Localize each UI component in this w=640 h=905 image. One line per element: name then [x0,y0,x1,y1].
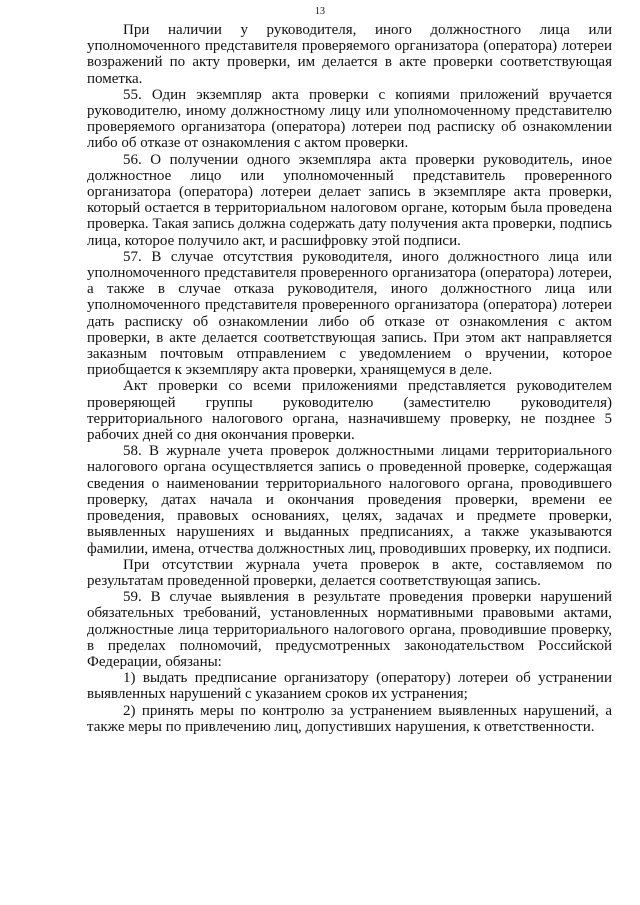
paragraph-59: 59. В случае выявления в результате проведения проверки нарушений обязательных требований, установленных нормативными правовыми актами, должностные лица территориального налогового органа, проводившие проверку, в пределах полномочий, предусмотренных законодательством Российской Федерации, обязаны: [87,589,612,670]
paragraph-58: 58. В журнале учета проверок должностными лицами территориального налогового органа осуществляется запись о проведенной проверке, содержащая сведения о наименовании территориального налогового органа, проводившего проверку, датах начала и окончания проведения проверки, времени ее проведения, правовых основаниях, целях, задачах и предмете проверки, выявленных нарушениях и выданных предписаниях, а также указываются фамилии, имена, отчества должностных лиц, проводивших проверку, их подписи. [87,443,612,557]
paragraph-59-item-1: 1) выдать предписание организатору (оператору) лотереи об устранении выявленных нарушений с указанием сроков их устранения; [87,670,612,703]
page-number: 13 [315,6,325,17]
paragraph-59-item-2: 2) принять меры по контролю за устранением выявленных нарушений, а также меры по привлечению лиц, допустивших нарушения, к ответственности. [87,702,612,735]
document-body [87,22,612,735]
paragraph-no-journal: При отсутствии журнала учета проверок в акте, составляемом по результатам проведенной проверки, делается соответствующая запись. [87,556,612,589]
paragraph-55: 55. Один экземпляр акта проверки с копиями приложений вручается руководителю, иному должностному лицу или уполномоченному представителю проверяемого организатора (оператора) лотереи под расписку об ознакомлении либо об отказе от ознакомления с актом проверки. [87,86,612,152]
paragraph-act-submission: Акт проверки со всеми приложениями представляется руководителем проверяющей группы руководителю (заместителю руководителя) территориального налогового органа, назначившему проверку, не позднее 5 рабочих дней со дня окончания проверки. [87,378,612,444]
paragraph-57: 57. В случае отсутствия руководителя, иного должностного лица или уполномоченного представителя проверенного организатора (оператора) лотереи, а также в случае отказа руководителя, иного должностного лица или уполномоченного представителя проверенного организатора (оператора) лотереи дать расписку об ознакомлении либо об отказе от ознакомления с актом проверки, в акте делается соответствующая запись. При этом акт направляется заказным почтовым отправлением с уведомлением о вручении, которое приобщается к экземпляру акта проверки, хранящемуся в деле. [87,248,612,379]
paragraph-objections: При наличии у руководителя, иного должностного лица или уполномоченного представителя проверяемого организатора (оператора) лотереи возражений по акту проверки, им делается в акте проверки соответствующая пометка. [87,22,612,87]
paragraph-56: 56. О получении одного экземпляра акта проверки руководитель, иное должностное лицо или уполномоченный представитель проверенного организатора (оператора) лотереи делает запись в экземпляре акта проверки, который остается в территориальном налоговом органе, которым была проведена проверка. Такая запись должна содержать дату получения акта проверки, подпись лица, которое получило акт, и расшифровку этой подписи. [87,151,612,249]
